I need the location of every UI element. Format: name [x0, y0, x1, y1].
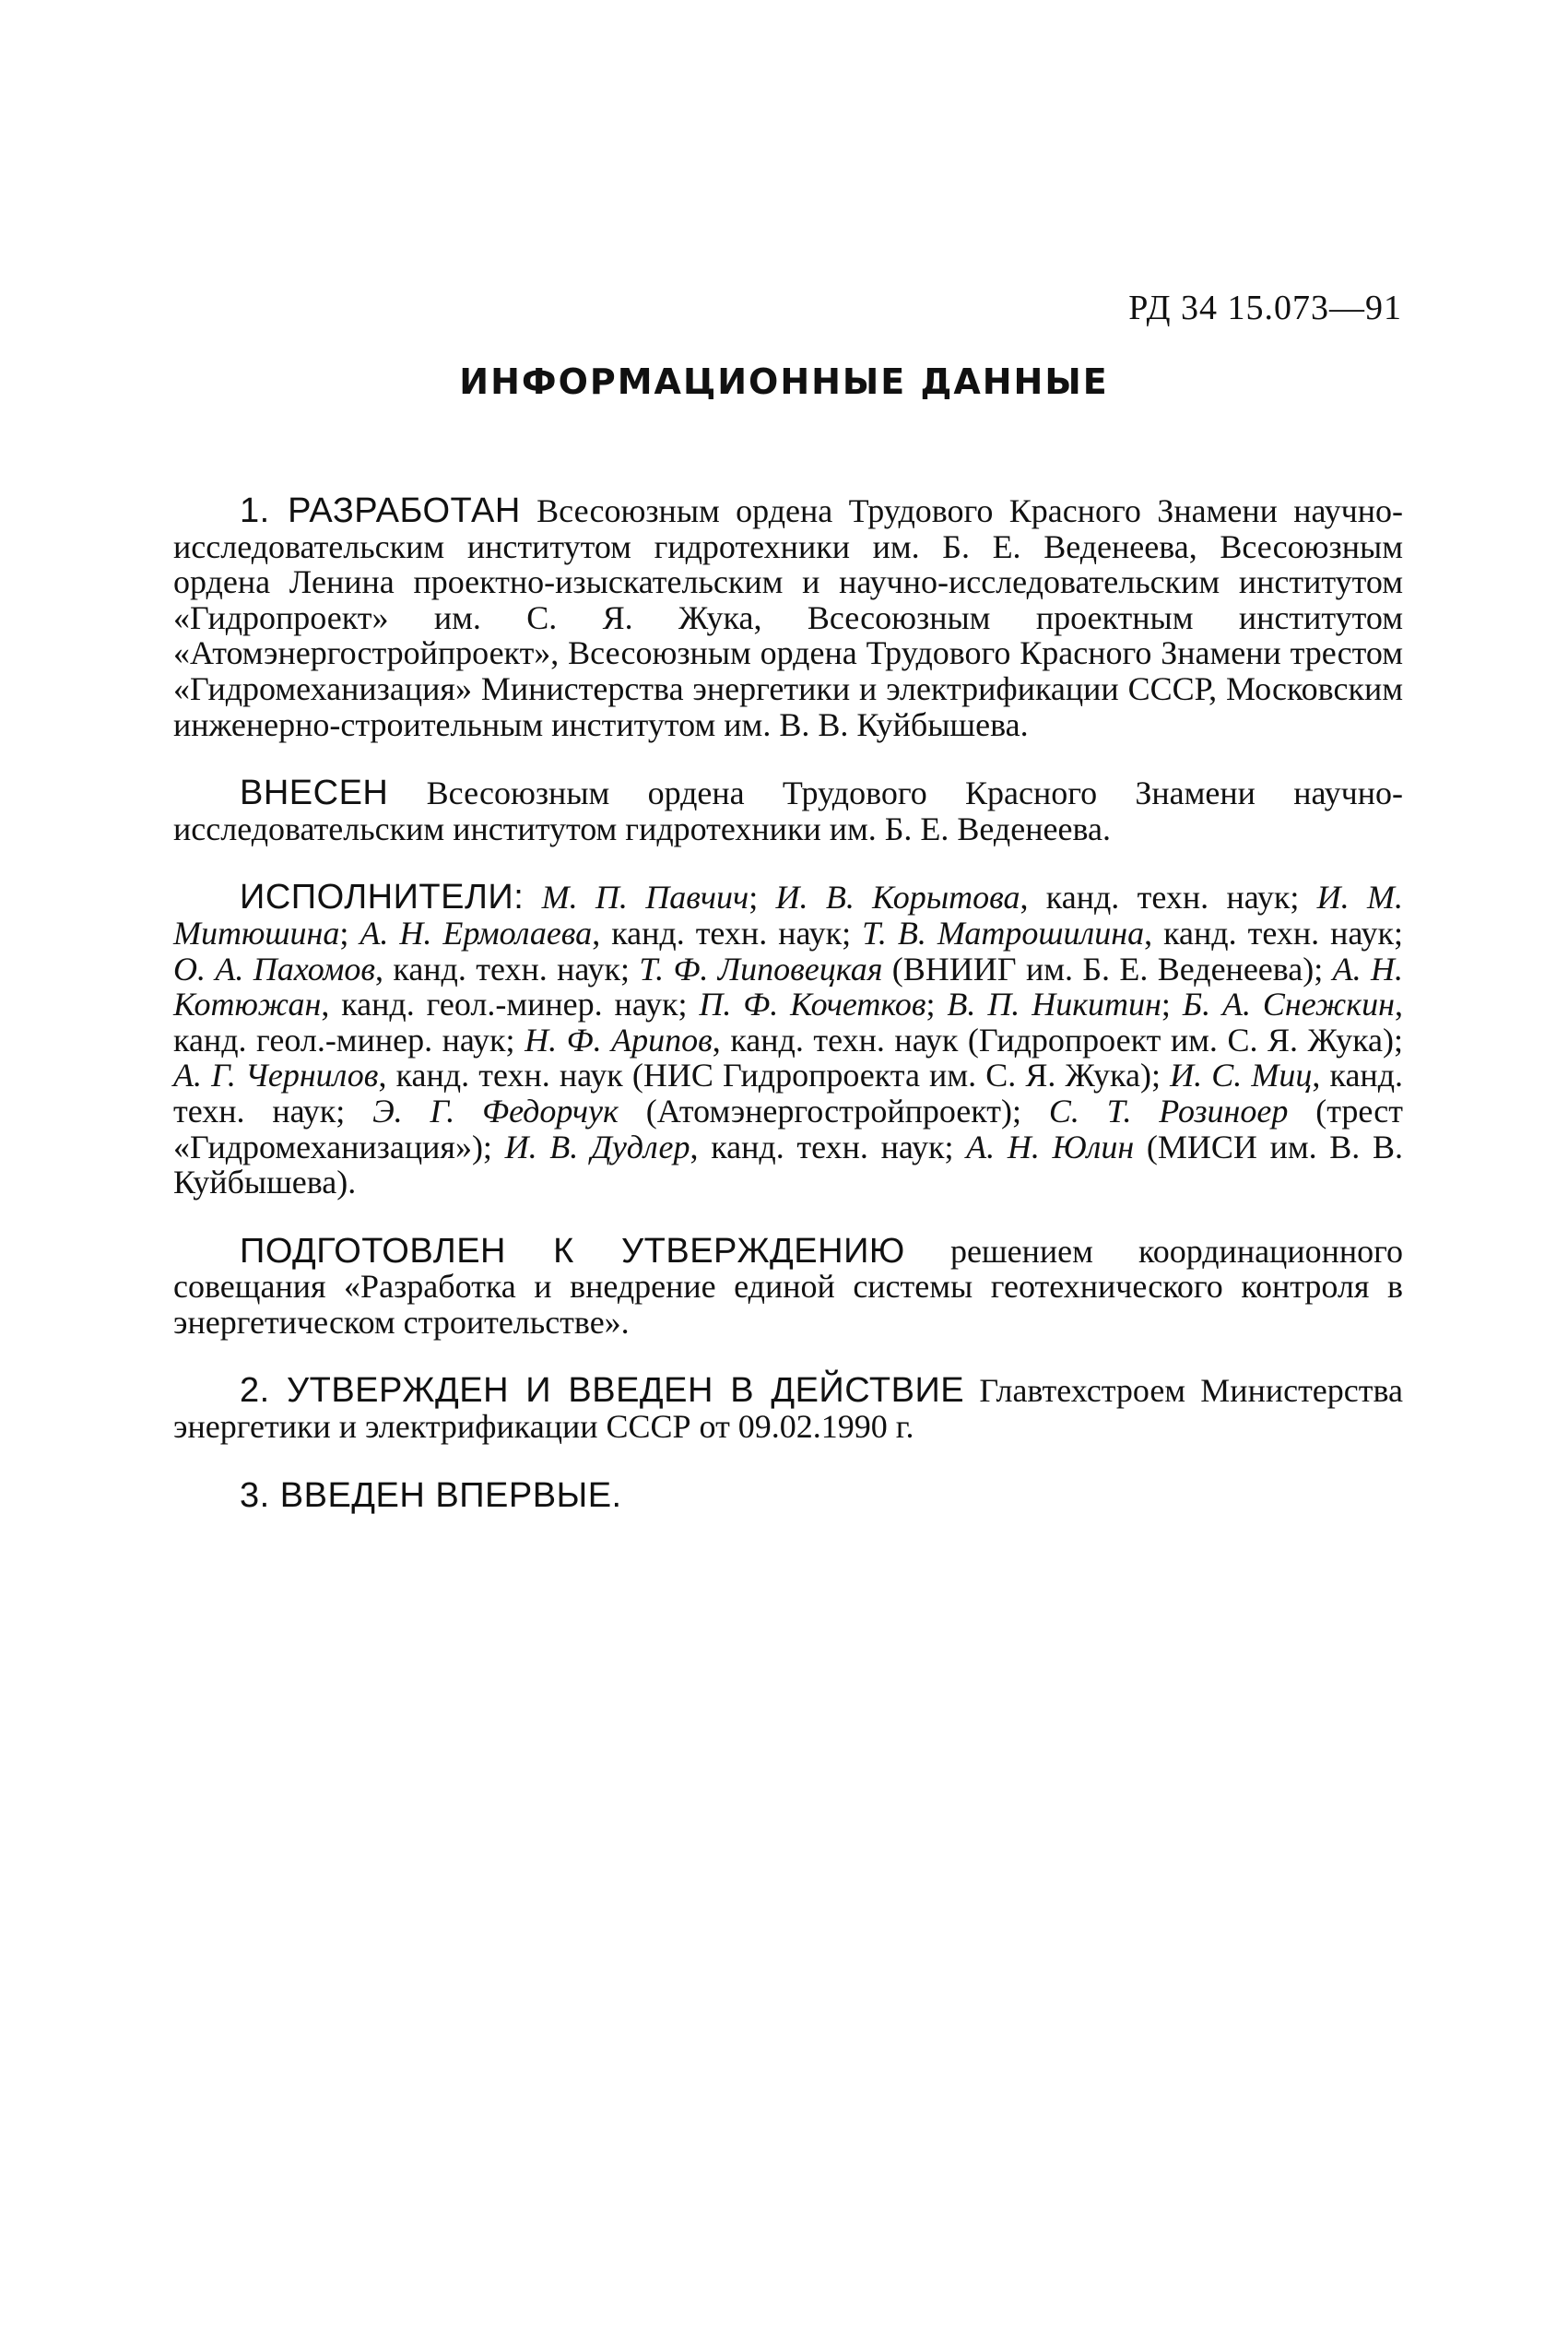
performer-name: И. С. Миц — [1170, 1057, 1313, 1094]
document-body — [173, 493, 1403, 1546]
performer-name: С. Т. Розиноер — [1048, 1092, 1289, 1130]
performer-affiliation: , канд. техн. наук (Гидропроект им. С. Я. Жука); — [712, 1021, 1404, 1059]
section-approved-text: Главтехстроем Министерства энергетики и электрификации СССР от 09.02.1990 г. — [173, 1372, 1403, 1446]
section-performers: ИСПОЛНИТЕЛИ: М. П. Павчич; И. В. Корытова, канд. техн. наук; И. М. Митюшина; А. Н. Ермолаева, канд. техн. наук; Т. В. Матрошилина, канд. техн. наук; О. А. Пахомов, канд. техн. наук; Т. Ф. Липовецкая (ВНИИГ им. Б. Е. Веденеева); А. Н. Котюжан, канд. геол.-минер. наук; П. Ф. Кочетков; В. П. Никитин; Б. А. Снежкин, канд. геол.-минер. наук; Н. Ф. Арипов, канд. техн. наук (Гидропроект им. С. Я. Жука); А. Г. Чернилов, канд. техн. наук (НИС Гидропроекта им. С. Я. Жука); И. С. Миц, канд. техн. наук; Э. Г. Федорчук (Атомэнергостройпроект); С. Т. Розиноер (трест «Гидромеханизация»); И. В. Дудлер, канд. техн. наук; А. Н. Юлин (МИСИ им. В. В. Куйбышева). — [173, 878, 1404, 1201]
section-prepared-heading: ПОДГОТОВЛЕН К УТВЕРЖДЕНИЮ — [240, 1231, 905, 1271]
performer-name: О. А. Пахомов — [173, 950, 376, 988]
performer-name: Б. А. Снежкин — [1182, 986, 1395, 1023]
page-title: ИНФОРМАЦИОННЫЕ ДАННЫЕ — [459, 361, 1109, 402]
performer-degree: , канд. техн. наук; — [1020, 879, 1317, 917]
section-developed-heading: 1. РАЗРАБОТАН — [240, 491, 521, 530]
performer-degree: , канд. техн. наук; — [173, 1057, 1404, 1130]
performer-affiliation: (трест «Гидромеханизация»); — [173, 1092, 1403, 1165]
performer-name: А. Н. Ермолаева — [360, 914, 593, 952]
performer-degree: , канд. геол.-минер. наук; — [173, 986, 1403, 1059]
section-developed — [173, 493, 1403, 742]
performer-affiliation: (ВНИИГ им. Б. Е. Веденеева); — [882, 950, 1333, 988]
performer-degree: , канд. геол.-минер. наук; — [321, 986, 700, 1023]
section-prepared — [173, 1231, 1403, 1341]
performer-name: И. М. Митюшина — [173, 879, 1403, 952]
performer-name: А. Н. Котюжан — [173, 950, 1403, 1023]
section-introduced-heading: ВНЕСЕН — [240, 774, 389, 813]
document-code: РД 34 15.073—91 — [1128, 289, 1402, 327]
performer-name: И. В. Корытова — [775, 879, 1020, 917]
section-first-introduced-heading: 3. ВВЕДЕН ВПЕРВЫЕ. — [240, 1475, 622, 1515]
performer-name: Т. Ф. Липовецкая — [639, 950, 883, 988]
section-introduced — [173, 775, 1403, 846]
performer-name: В. П. Никитин — [947, 986, 1161, 1023]
section-prepared-text: решением координационного совещания «Разработка и внедрение единой системы геотехнического контроля в энергетическом строительстве». — [173, 1232, 1403, 1341]
performer-name: Н. Ф. Арипов — [525, 1021, 713, 1059]
performer-name: П. Ф. Кочетков — [699, 986, 926, 1023]
performer-name: Т. В. Матрошилина — [862, 914, 1145, 952]
performer-degree: , канд. техн. наук; — [690, 1128, 967, 1165]
performer-name: Э. Г. Федорчук — [372, 1092, 619, 1130]
performer-name: М. П. Павчич — [541, 879, 749, 917]
performer-affiliation: (Атомэнергостройпроект); — [618, 1092, 1049, 1130]
section-performers-heading: ИСПОЛНИТЕЛИ: — [240, 878, 525, 917]
performer-name: А. Г. Чернилов — [173, 1057, 379, 1094]
section-developed-text: Всесоюзным ордена Трудового Красного Знамени научно-исследовательским институтом гидротехники им. Б. Е. Веденеева, Всесоюзным ордена Ленина проектно-изыскательским и научно-исследовательским институтом «Гидропроект» им. С. Я. Жука, Всесоюзным проектным институтом «Атомэнергостройпроект», Всесоюзным ордена Трудового Красного Знамени трестом «Гидромеханизация» Министерства энергетики и электрификации СССР, Московским инженерно-строительным институтом им. В. В. Куйбышева. — [173, 492, 1404, 743]
performer-affiliation: , канд. техн. наук (НИС Гидропроекта им. С. Я. Жука); — [378, 1057, 1171, 1094]
section-approved — [173, 1373, 1403, 1444]
performer-name: А. Н. Юлин — [966, 1128, 1135, 1165]
performer-name: И. В. Дудлер — [504, 1128, 690, 1165]
section-first-introduced — [173, 1475, 1403, 1515]
performer-degree: , канд. техн. наук; — [592, 914, 863, 952]
section-approved-heading: 2. УТВЕРЖДЕН И ВВЕДЕН В ДЕЙСТВИЕ — [240, 1371, 965, 1411]
section-introduced-text: Всесоюзным ордена Трудового Красного Знамени научно-исследовательским институтом гидротехники им. Б. Е. Веденеева. — [173, 775, 1403, 847]
performer-affiliation: (МИСИ им. В. В. Куйбышева). — [173, 1128, 1403, 1201]
performer-degree: , канд. техн. наук; — [1144, 914, 1403, 952]
performer-degree: , канд. техн. наук; — [375, 950, 640, 988]
